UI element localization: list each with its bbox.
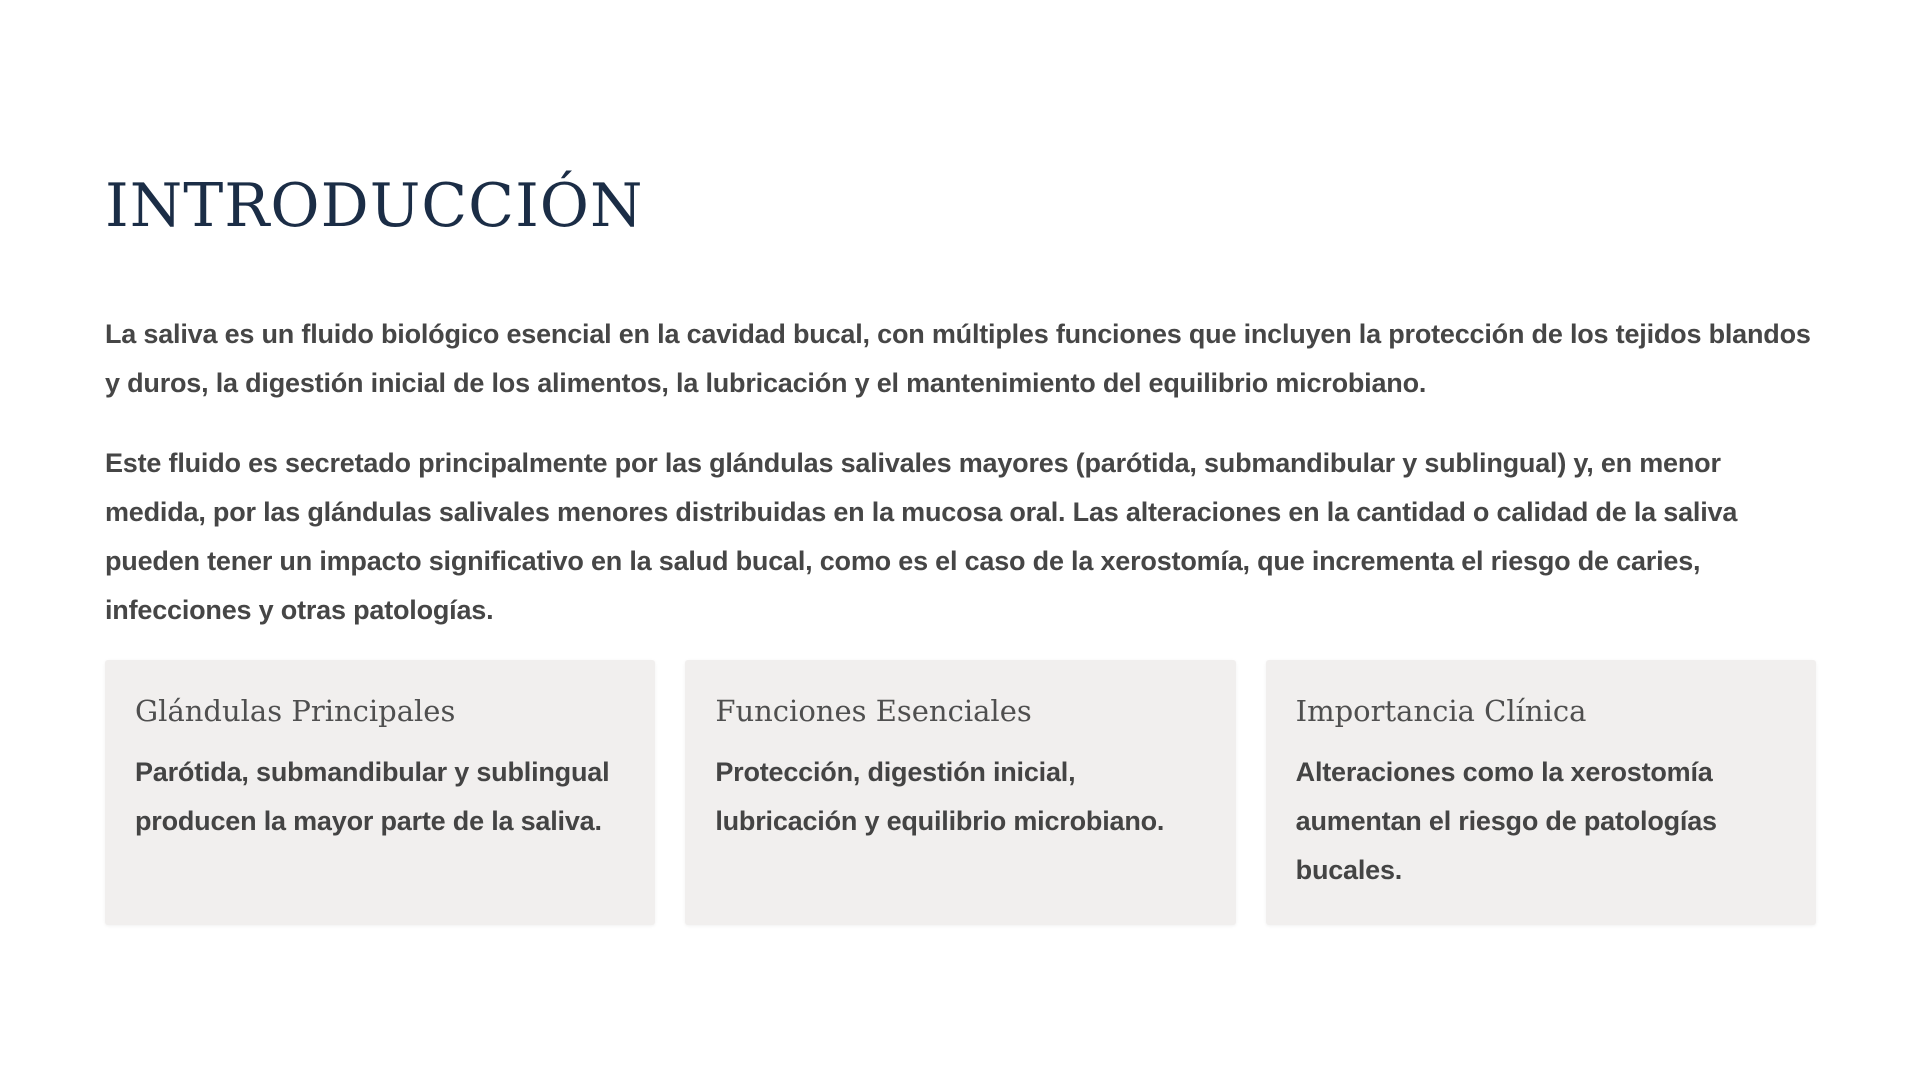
intro-paragraph-1: La saliva es un fluido biológico esencial en la cavidad bucal, con múltiples funciones que incluyen la protección de los tejidos blandos y duros, la digestión inicial de los alimentos, la lubricación y el mantenimiento del equilibrio microbiano. bbox=[105, 319, 1811, 398]
intro-text bbox=[105, 310, 1816, 666]
card-title: Glándulas Principales bbox=[135, 694, 456, 728]
card-title: Importancia Clínica bbox=[1295, 694, 1587, 728]
card-body: Alteraciones como la xerostomía aumentan el riesgo de patologías bucales. bbox=[1295, 757, 1717, 885]
card-glandulas-principales bbox=[105, 660, 655, 925]
card-importancia-clinica bbox=[1266, 660, 1816, 925]
card-funciones-esenciales bbox=[685, 660, 1235, 925]
card-body: Parótida, submandibular y sublingual producen la mayor parte de la saliva. bbox=[135, 757, 610, 836]
intro-paragraph-2: Este fluido es secretado principalmente por las glándulas salivales mayores (parótida, submandibular y sublingual) y, en menor medida, por las glándulas salivales menores distribuidas en la mucosa oral. Las alteraciones en la cantidad o calidad de la saliva pueden tener un impacto significativo en la salud bucal, como es el caso de la xerostomía, que incrementa el riesgo de caries, infecciones y otras patologías. bbox=[105, 448, 1738, 625]
card-title: Funciones Esenciales bbox=[715, 694, 1032, 728]
card-body: Protección, digestión inicial, lubricación y equilibrio microbiano. bbox=[715, 757, 1165, 836]
info-cards bbox=[105, 660, 1816, 925]
page-title: INTRODUCCIÓN bbox=[105, 171, 644, 241]
